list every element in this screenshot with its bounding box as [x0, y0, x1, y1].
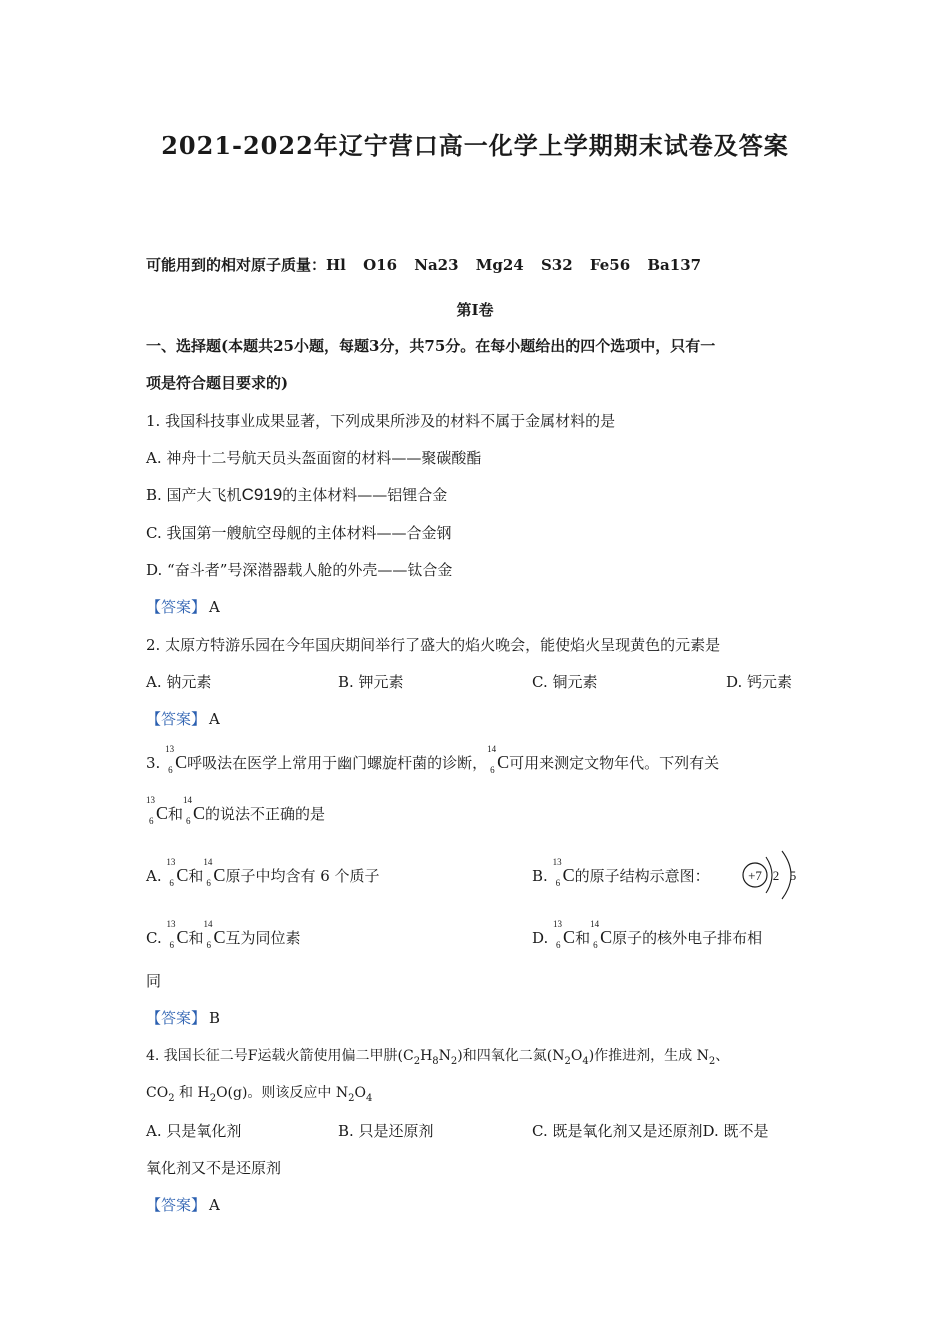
isotope-c13: 13 6 C [166, 857, 189, 888]
answer-bracket-open: 【 [146, 598, 162, 616]
q3-option-b: B. 13 6 C的原子结构示意图： [532, 857, 710, 888]
answer-value: B [209, 1009, 221, 1027]
answer-bracket-open: 【 [146, 1009, 162, 1027]
q3-option-c: C. 13 6 C和 14 6 C互为同位素 [146, 919, 301, 950]
q3-stem-line1 [146, 744, 720, 775]
isotope-c14: 14 6 C [487, 744, 510, 775]
q3-number: 3. [146, 754, 161, 772]
isotope-c13: 13 6 C [552, 857, 575, 888]
q2-option-a: A. 钠元素 [146, 673, 212, 691]
answer-value: A [209, 1196, 220, 1214]
q4-stem-line2: $CO_2$ 和 $H_2O(g)$。则该反应中 $N_2O_4$ [146, 1085, 373, 1104]
answer-bracket-open: 【 [146, 1196, 162, 1214]
isotope-c13: 13 6 C [553, 919, 576, 950]
q3-stem-part3: 的说法不正确的是 [205, 805, 326, 823]
q1-option-a: A. 神舟十二号航天员头盔面窗的材料——聚碳酸酯 [146, 449, 482, 467]
isotope-c14: 14 6 C [203, 919, 226, 950]
q1-option-b [146, 485, 447, 505]
isotope-c14: 14 6 C [183, 795, 206, 826]
q1-option-b-c919: C919 [241, 485, 283, 504]
isotope-c13: 13 6 C [165, 744, 188, 775]
q1-option-d: D. “奋斗者”号深潜器载人舱的外壳——钛合金 [146, 561, 453, 579]
shell-2-electrons: 5 [789, 868, 797, 883]
answer-bracket-close: 】 [191, 1196, 207, 1214]
q1-option-b-post: 的主体材料——铝锂合金 [282, 486, 448, 504]
q2-answer [146, 709, 220, 729]
q3-option-a: A. 13 6 C和 14 6 C原子中均含有 6 个质子 [146, 857, 380, 888]
answer-value: A [209, 710, 220, 728]
q1-stem: 1. 我国科技事业成果显著，下列成果所涉及的材料不属于金属材料的是 [146, 412, 616, 430]
answer-value: A [209, 598, 220, 616]
atomic-structure-diagram [738, 849, 804, 901]
section-heading-line2: 项是符合题目要求的) [146, 374, 289, 392]
answer-bracket-close: 】 [191, 598, 207, 616]
isotope-c13: 13 6 C [166, 919, 189, 950]
isotope-c13: 13 6 C [146, 795, 169, 826]
q1-answer [146, 597, 220, 617]
nucleus-charge: +7 [748, 868, 762, 883]
q2-stem: 2. 太原方特游乐园在今年国庆期间举行了盛大的焰火晚会，能使焰火呈现黄色的元素是 [146, 636, 721, 654]
q1-option-c: C. 我国第一艘航空母舰的主体材料——合金钢 [146, 524, 452, 542]
q2-option-d: D. 钙元素 [726, 673, 793, 691]
isotope-c14: 14 6 C [590, 919, 613, 950]
q4-option-d-continued: 氧化剂又不是还原剂 [146, 1159, 282, 1177]
q4-option-a: A. 只是氧化剂 [146, 1122, 242, 1140]
isotope-c14: 14 6 C [203, 857, 226, 888]
answer-bracket-close: 】 [191, 1009, 207, 1027]
q4-stem-line1: 4. 我国长征二号F运载火箭使用偏二甲肼$(C_2H_8N_2)$和四氧化二氮$(N_2O_4)$作推进剂，生成 $N_2$、 [146, 1048, 730, 1067]
answer-label: 答案 [161, 598, 192, 616]
document-title: 2021-2022年辽宁营口高一化学上学期期末试卷及答案 [161, 131, 789, 160]
q4-option-c: C. 既是氧化剂又是还原剂D. 既不是 [532, 1122, 769, 1140]
q4-option-b: B. 只是还原剂 [338, 1122, 434, 1140]
section-heading-line1: 一、选择题(本题共25小题，每题3分，共75分。在每小题给出的四个选项中，只有一 [146, 337, 716, 355]
q2-option-b: B. 钾元素 [338, 673, 404, 691]
answer-bracket-open: 【 [146, 710, 162, 728]
answer-label: 答案 [161, 1196, 192, 1214]
q3-answer [146, 1008, 220, 1028]
volume-title: 第Ⅰ卷 [456, 301, 494, 319]
q3-option-d-continued: 同 [146, 972, 162, 990]
q3-stem-line2: 13 6 C和 14 6 C的说法不正确的是 [146, 795, 326, 826]
q3-option-d: D. 13 6 C和 14 6 C原子的核外电子排布相 [532, 919, 763, 950]
q3-stem-part1: 呼吸法在医学上常用于幽门螺旋杆菌的诊断， [187, 754, 488, 772]
shell-1-electrons: 2 [772, 868, 780, 883]
answer-label: 答案 [161, 1009, 192, 1027]
answer-bracket-close: 】 [191, 710, 207, 728]
atomic-mass-line: 可能用到的相对原子质量：Hl O16 Na23 Mg24 S32 Fe56 Ba137 [146, 256, 702, 274]
q2-option-c: C. 铜元素 [532, 673, 598, 691]
answer-label: 答案 [161, 710, 192, 728]
q1-option-b-pre: B. 国产大飞机 [146, 486, 242, 504]
q4-answer [146, 1195, 220, 1215]
q3-stem-part2: 可用来测定文物年代。下列有关 [509, 754, 720, 772]
